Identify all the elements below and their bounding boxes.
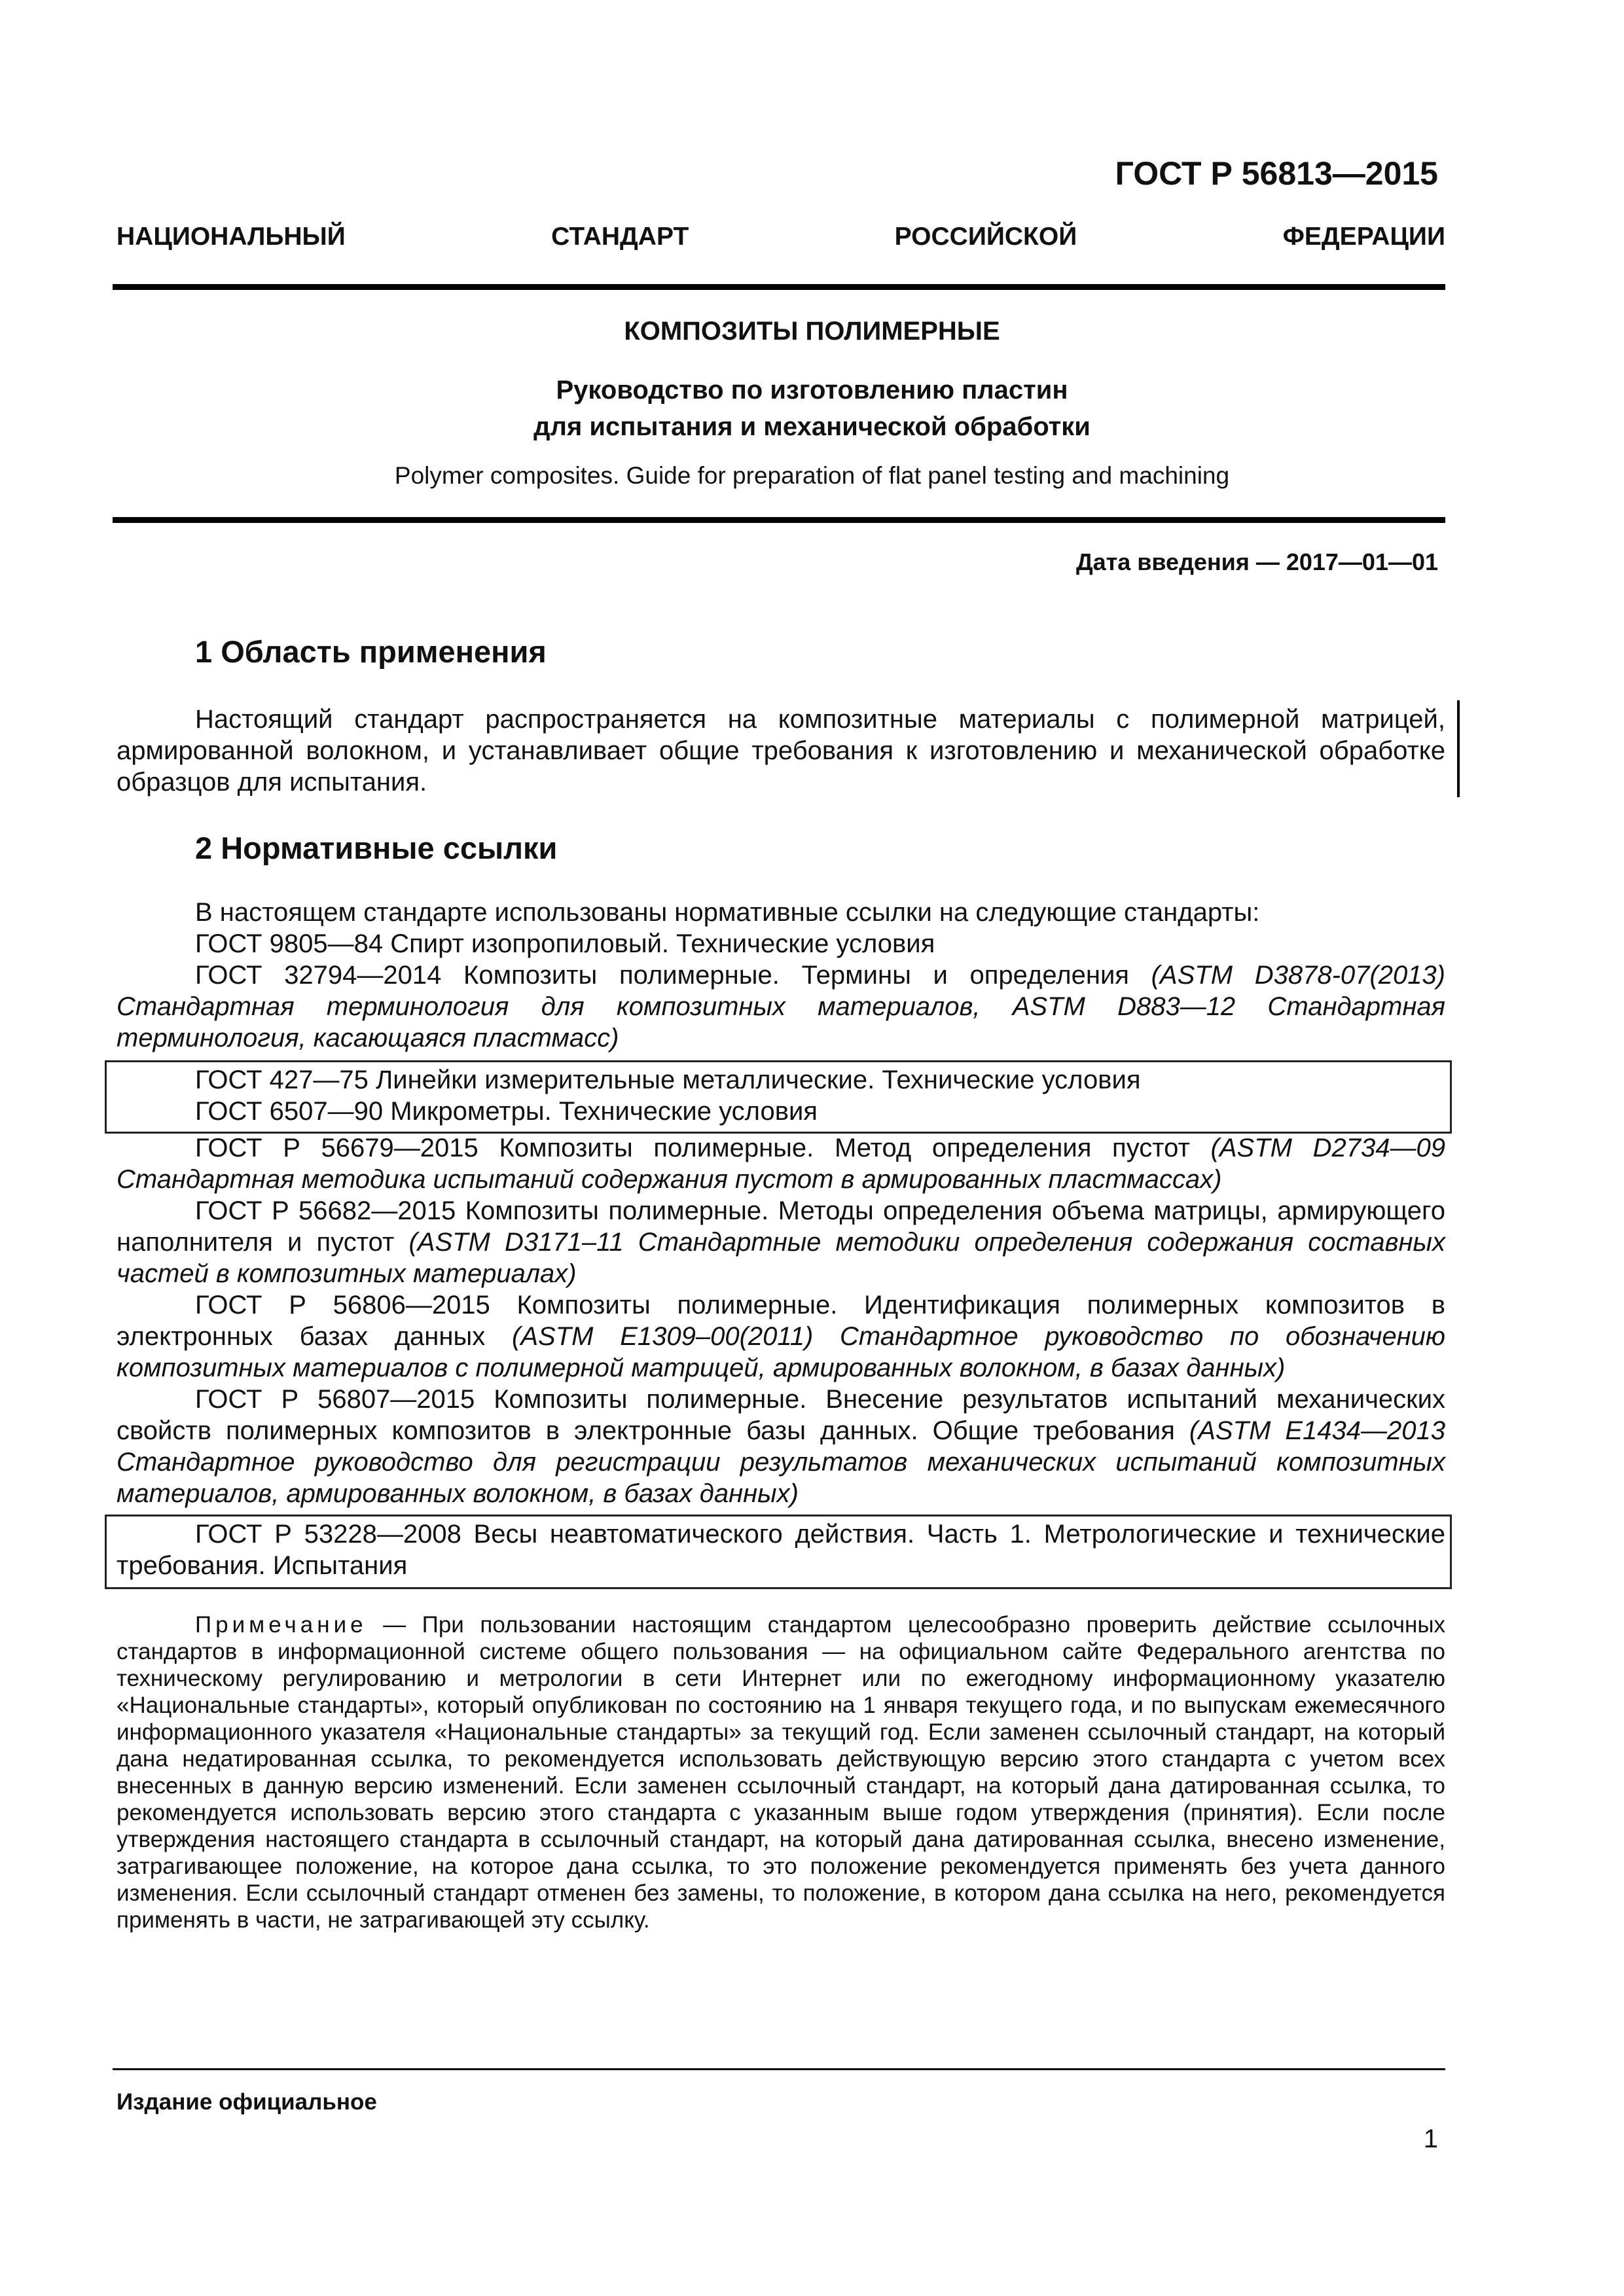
reference-item: ГОСТ 6507—90 Микрометры. Технические условия [195, 1097, 818, 1126]
reference-item: ГОСТ 427—75 Линейки измерительные металлические. Технические условия [195, 1066, 1141, 1094]
change-bar [1457, 700, 1460, 797]
note-label: Примечание [195, 1612, 367, 1638]
section-heading-scope: 1 Область применения [195, 634, 547, 669]
title-main: КОМПОЗИТЫ ПОЛИМЕРНЫЕ [624, 317, 1000, 346]
title-sub-line2: для испытания и механической обработки [533, 412, 1091, 441]
reference-item: ГОСТ Р 56682—2015 Композиты полимерные. Методы определения объема матрицы, армирующего наполнителя и пустот (ASTM D3171–11 Стандартные методики определения содержания составных частей в композитных материалах) [117, 1196, 1445, 1288]
title-english: Polymer composites. Guide for preparation of flat panel testing and machining [394, 462, 1230, 489]
note-paragraph [117, 1611, 1445, 1933]
header-rule [113, 284, 1445, 290]
edition-label: Издание официальное [117, 2089, 377, 2115]
reference-item: ГОСТ Р 53228—2008 Весы неавтоматического действия. Часть 1. Метрологические и технические требования. Испытания [117, 1520, 1445, 1580]
references-intro: В настоящем стандарте использованы нормативные ссылки на следующие стандарты: [195, 898, 1260, 927]
introduction-date: Дата введения — 2017—01—01 [1075, 548, 1438, 575]
reference-item: ГОСТ Р 56807—2015 Композиты полимерные. Внесение результатов испытаний механических свойств полимерных композитов в электронные базы данных. Общие требования (ASTM E1434—2013 Стандартное руководство для регистрации результатов механических испытаний композитных материалов, армированных волокном, в базах данных) [117, 1385, 1445, 1508]
document-number: ГОСТ Р 56813—2015 [1115, 155, 1438, 192]
page-number: 1 [1423, 2125, 1438, 2153]
note-text: — При пользовании настоящим стандартом целесообразно проверить действие ссылочных стандартов в информационной системе общего пользования — на официальном сайте Федерального агентства по техническому регулированию и метрологии в сети Интернет или по ежегодному информационному указателю «Национальные стандарты», который опубликован по состоянию на 1 января текущего года, и по выпускам ежемесячного информационного указателя «Национальные стандарты» за текущий год. Если заменен ссылочный стандарт, на который дана недатированная ссылка, то рекомендуется использовать действующую версию этого стандарта с учетом всех внесенных в данную версию изменений. Если заменен ссылочный стандарт, на который дана датированная ссылка, то рекомендуется использовать версию этого стандарта с указанным выше годом утверждения (принятия). Если после утверждения настоящего стандарта в ссылочный стандарт, на который дана датированная ссылка, внесено изменение, затрагивающее положение, на которое дана ссылка, то это положение рекомендуется применять без учета данного изменения. Если ссылочный стандарт отменен без замены, то положение, в котором дана ссылка на него, рекомендуется применять в части, не затрагивающей эту ссылку. [117, 1612, 1445, 1933]
title-rule [113, 517, 1445, 523]
footer-rule [113, 2068, 1445, 2070]
reference-item: ГОСТ Р 56679—2015 Композиты полимерные. Метод определения пустот (ASTM D2734—09 Стандартная методика испытаний содержания пустот в армированных пластмассах) [117, 1134, 1445, 1194]
title-sub-line1: Руководство по изготовлению пластин [556, 376, 1068, 404]
reference-item: ГОСТ 9805—84 Спирт изопропиловый. Технические условия [195, 929, 935, 958]
reference-item: ГОСТ 32794—2014 Композиты полимерные. Термины и определения (ASTM D3878-07(2013) Стандартная терминология для композитных материалов, ASTM D883—12 Стандартная терминология, касающаяся пластмасс) [117, 961, 1445, 1052]
national-standard-banner: НАЦИОНАЛЬНЫЙ СТАНДАРТ РОССИЙСКОЙ ФЕДЕРАЦИИ [117, 223, 1445, 251]
section-heading-references: 2 Нормативные ссылки [195, 831, 558, 865]
title-sub [0, 372, 1624, 445]
reference-item: ГОСТ Р 56806—2015 Композиты полимерные. Идентификация полимерных композитов в электронных базах данных (ASTM E1309–00(2011) Стандартное руководство по обозначению композитных материалов с полимерной матрицей, армированных волокном, в базах данных) [117, 1291, 1445, 1382]
scope-paragraph: Настоящий стандарт распространяется на композитные материалы с полимерной матрицей, армированной волокном, и устанавливает общие требования к изготовлению и механической обработке образцов для испытания. [117, 705, 1445, 797]
